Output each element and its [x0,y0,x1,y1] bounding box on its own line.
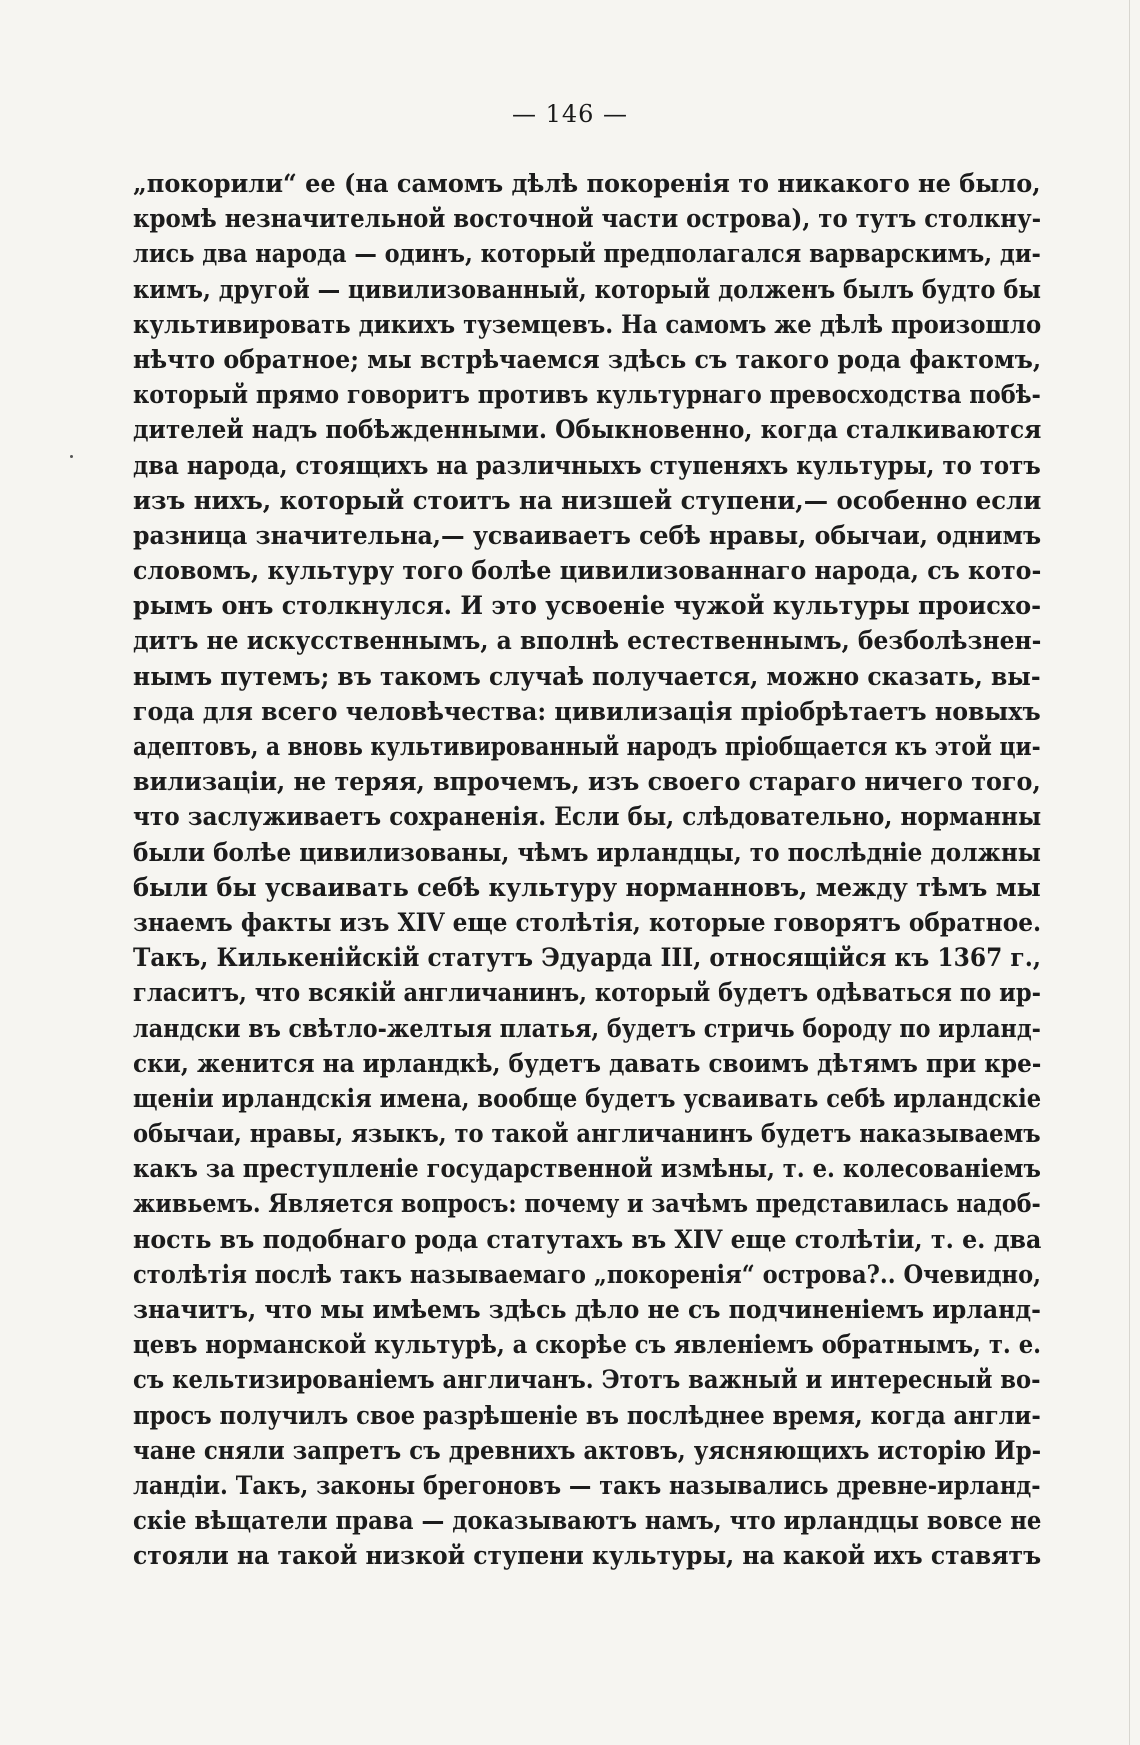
text-line: дителей надъ побѣжденными. Обыкновенно, когда сталкиваются [133,415,1041,445]
page-edge [1129,0,1130,1745]
text-line: который прямо говоритъ противъ культурнаго превосходства побѣ- [133,380,1041,410]
text-line: нымъ путемъ; въ такомъ случаѣ получается, можно сказать, вы- [133,661,1041,691]
text-line: словомъ, культуру того болѣе цивилизованнаго народа, съ кото- [133,556,1041,586]
text-line: чане сняли запретъ съ древнихъ актовъ, уясняющихъ исторію Ир- [133,1435,1041,1465]
text-line: скіе вѣщатели права — доказываютъ намъ, что ирландцы вовсе не [133,1506,1041,1536]
text-line: ландски въ свѣтло-желтыя платья, будетъ стричь бороду по ирланд- [133,1013,1041,1043]
text-line: гласитъ, что всякій англичанинъ, который будетъ одѣваться по ир- [133,978,1041,1008]
text-line: были бы усваивать себѣ культуру норманновъ, между тѣмъ мы [133,872,1041,902]
text-line: изъ нихъ, который стоитъ на низшей ступени,— особенно если [133,485,1041,515]
text-line: какъ за преступленіе государственной измѣны, т. е. колесованіемъ [133,1154,1041,1184]
text-line: знаемъ факты изъ XIV еще столѣтія, которые говорятъ обратное. [133,907,1041,937]
text-line: стояли на такой низкой ступени культуры, на какой ихъ ставятъ [133,1541,1041,1571]
text-line: просъ получилъ свое разрѣшеніе въ послѣднее время, когда англи- [133,1400,1041,1430]
text-line: ски, женится на ирландкѣ, будетъ давать своимъ дѣтямъ при кре- [133,1048,1041,1078]
text-line: кромѣ незначительной восточной части острова), то тутъ столкну- [133,204,1041,234]
text-line: ность въ подобнаго рода статутахъ въ XIV еще столѣтіи, т. е. два [133,1224,1041,1254]
text-line: живьемъ. Является вопросъ: почему и зачѣмъ представилась надоб- [133,1189,1041,1219]
speck-mark [70,455,73,458]
text-line: разница значительна,— усваиваетъ себѣ нравы, обычаи, однимъ [133,520,1041,550]
text-line: рымъ онъ столкнулся. И это усвоеніе чужой культуры происхо- [133,591,1041,621]
page-number: — 146 — [511,100,629,128]
text-line: цевъ норманской культурѣ, а скорѣе съ явленіемъ обратнымъ, т. е. [133,1330,1041,1360]
text-line: столѣтія послѣ такъ называемаго „покоренія“ острова?.. Очевидно, [133,1259,1041,1289]
text-line: года для всего человѣчества: цивилизація пріобрѣтаетъ новыхъ [133,696,1041,726]
text-line: культивировать дикихъ туземцевъ. На самомъ же дѣлѣ произошло [133,309,1041,339]
text-line: „покорили“ ее (на самомъ дѣлѣ покоренія то никакого не было, [133,169,1041,198]
text-line: адептовъ, а вновь культивированный народъ пріобщается къ этой ци- [133,732,1041,761]
text-line: вилизаціи, не теряя, впрочемъ, изъ своего стараго ничего того, [133,767,1041,797]
text-line: два народа, стоящихъ на различныхъ ступеняхъ культуры, то тотъ [133,450,1041,480]
text-line: ландіи. Такъ, законы брегоновъ — такъ назывались древне-ирланд- [133,1470,1041,1500]
text-line: кимъ, другой — цивилизованный, который долженъ былъ будто бы [133,274,1041,304]
text-line: Такъ, Килькенійскій статутъ Эдуарда III, относящійся къ 1367 г., [133,943,1041,973]
body-text [133,166,1041,1574]
text-line: нѣчто обратное; мы встрѣчаемся здѣсь съ такого рода фактомъ, [133,344,1041,374]
text-line: что заслуживаетъ сохраненія. Если бы, слѣдовательно, норманны [133,802,1041,832]
text-line: щеніи ирландскія имена, вообще будетъ усваивать себѣ ирландскіе [133,1083,1041,1113]
text-line: съ кельтизированіемъ англичанъ. Этотъ важный и интересный во- [133,1365,1041,1395]
text-line: лись два народа — одинъ, который предполагался варварскимъ, ди- [133,239,1041,269]
text-line: были болѣе цивилизованы, чѣмъ ирландцы, то послѣдніе должны [133,837,1041,867]
text-line: обычаи, нравы, языкъ, то такой англичанинъ будетъ наказываемъ [133,1119,1041,1149]
text-line: значитъ, что мы имѣемъ здѣсь дѣло не съ подчиненіемъ ирланд- [133,1295,1041,1324]
text-line: дитъ не искусственнымъ, а вполнѣ естественнымъ, безболѣзнен- [133,626,1041,656]
